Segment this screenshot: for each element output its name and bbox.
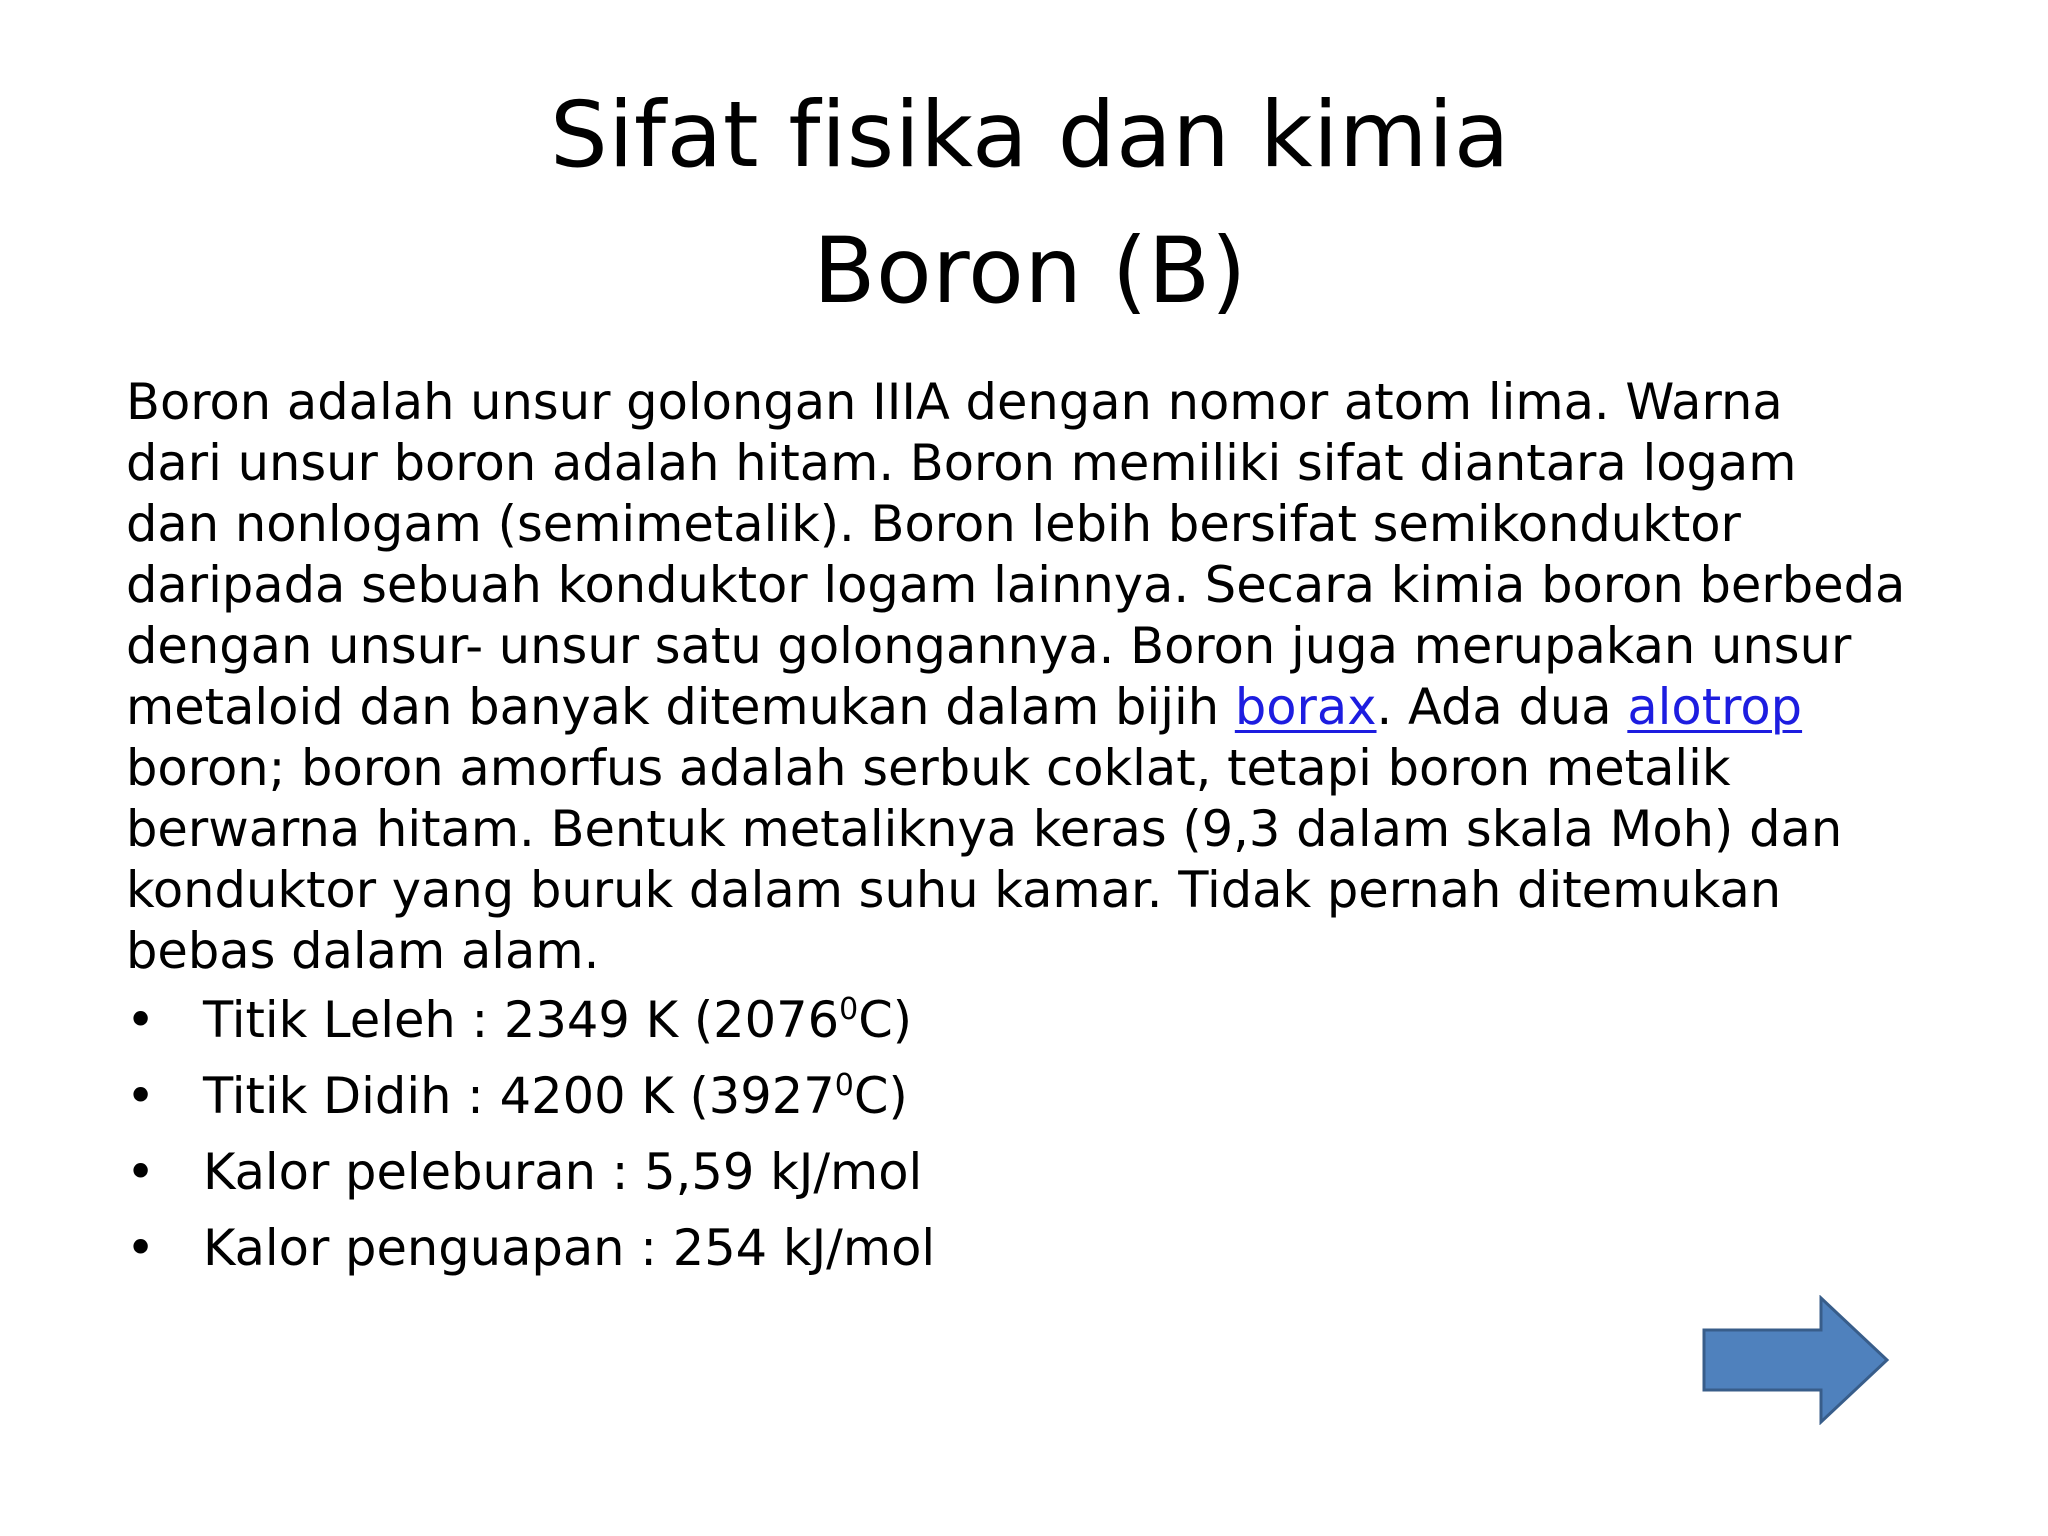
superscript: 0 <box>834 1068 854 1103</box>
bullet-marker: • <box>126 1067 156 1125</box>
paragraph-line: berwarna hitam. Bentuk metaliknya keras (9,3 dalam skala Moh) dan <box>126 800 1843 858</box>
paragraph-line: dari unsur boron adalah hitam. Boron memiliki sifat diantara logam <box>126 434 1797 492</box>
paragraph-line: bebas dalam alam. <box>126 922 600 980</box>
item-text: C) <box>858 991 913 1049</box>
paragraph-line: dan nonlogam (semimetalik). Boron lebih bersifat semikonduktor <box>126 495 1741 553</box>
next-slide-button[interactable] <box>1701 1295 1891 1425</box>
paragraph-line: dengan unsur- unsur satu golongannya. Boron juga merupakan unsur <box>126 617 1852 675</box>
paragraph-text: . Ada dua <box>1376 678 1628 736</box>
bullet-marker: • <box>126 991 156 1049</box>
bullet-marker: • <box>126 1219 156 1277</box>
alotrop-link[interactable]: alotrop <box>1627 678 1803 736</box>
paragraph-line: konduktor yang buruk dalam suhu kamar. Tidak pernah ditemukan <box>126 861 1782 919</box>
paragraph-line: boron; boron amorfus adalah serbuk coklat, tetapi boron metalik <box>126 739 1731 797</box>
list-item-heat-of-vaporization <box>126 1218 935 1294</box>
item-text: Kalor peleburan : 5,59 kJ/mol <box>203 1143 923 1201</box>
item-text: Titik Leleh : 2349 K (2076 <box>203 991 840 1049</box>
list-item-boiling-point <box>126 1066 935 1142</box>
title-line-2: Boron (B) <box>813 219 1247 324</box>
paragraph-text: metaloid dan banyak ditemukan dalam bijih <box>126 678 1235 736</box>
paragraph-line: Boron adalah unsur golongan IIIA dengan nomor atom lima. Warna <box>126 373 1783 431</box>
paragraph-line-with-links <box>126 677 2006 738</box>
slide-title <box>0 68 2048 340</box>
bullet-marker: • <box>126 1143 156 1201</box>
item-text: Kalor penguapan : 254 kJ/mol <box>203 1219 936 1277</box>
properties-list <box>126 990 935 1294</box>
right-arrow-icon <box>1701 1295 1891 1425</box>
list-item-heat-of-fusion <box>126 1142 935 1218</box>
superscript: 0 <box>839 992 859 1027</box>
body-paragraph <box>126 372 2006 982</box>
item-text: C) <box>853 1067 908 1125</box>
borax-link[interactable]: borax <box>1234 678 1377 736</box>
paragraph-line: daripada sebuah konduktor logam lainnya. Secara kimia boron berbeda <box>126 556 1906 614</box>
title-line-1: Sifat fisika dan kimia <box>549 83 1511 188</box>
list-item-melting-point <box>126 990 935 1066</box>
item-text: Titik Didih : 4200 K (3927 <box>203 1067 835 1125</box>
